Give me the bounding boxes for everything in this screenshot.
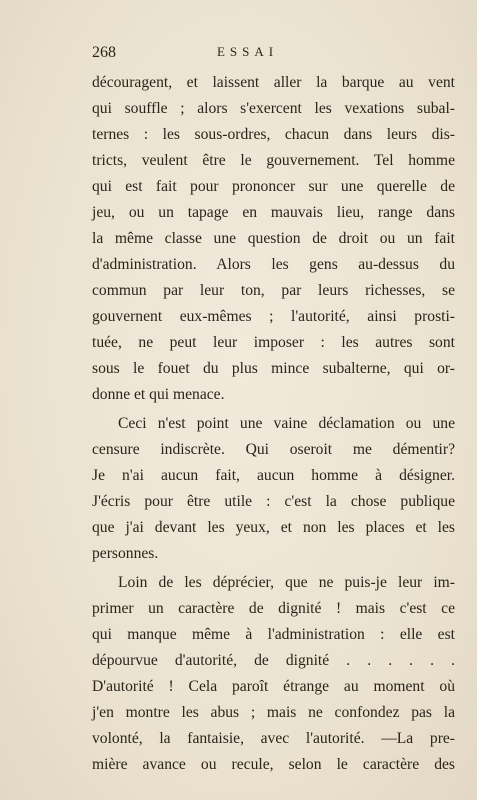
text-line: gouvernent eux-mêmes ; l'autorité, ainsi prosti- bbox=[92, 308, 455, 325]
text-line: d'administration. Alors les gens au-dessus du bbox=[92, 256, 455, 273]
text-line: découragent, et laissent aller la barque au vent bbox=[92, 74, 455, 91]
text-line: personnes. bbox=[92, 545, 159, 562]
text-line: Ceci n'est point une vaine déclamation ou une bbox=[118, 415, 455, 432]
page-header bbox=[0, 44, 477, 64]
text-line: dépourvue d'autorité, de dignité . . . . . . bbox=[92, 652, 455, 669]
text-line: j'en montre les abus ; mais ne confondez pas la bbox=[92, 704, 455, 721]
text-line: donne et qui menace. bbox=[92, 386, 225, 403]
text-line: qui manque même à l'administration : elle est bbox=[92, 626, 455, 643]
running-head: ESSAI bbox=[216, 44, 279, 59]
text-line: qui souffle ; alors s'exercent les vexations subal- bbox=[92, 100, 455, 117]
text-line: primer un caractère de dignité ! mais c'est ce bbox=[92, 600, 455, 617]
text-line: volonté, la fantaisie, avec l'autorité. —La pre- bbox=[92, 730, 455, 747]
text-line: tricts, veulent être le gouvernement. Tel homme bbox=[92, 152, 455, 169]
text-line: sous le fouet du plus mince subalterne, qui or- bbox=[92, 360, 455, 377]
paragraph-2 bbox=[92, 411, 455, 567]
text-line: jeu, ou un tapage en mauvais lieu, range dans bbox=[92, 204, 455, 221]
text-line: que j'ai devant les yeux, et non les places et les bbox=[92, 519, 455, 536]
body-text bbox=[92, 70, 455, 778]
text-line: censure indiscrète. Qui oseroit me démentir? bbox=[92, 441, 455, 458]
text-line: qui est fait pour prononcer sur une querelle de bbox=[92, 178, 455, 195]
text-line: Je n'ai aucun fait, aucun homme à désigner. bbox=[92, 467, 455, 484]
text-line: tuée, ne peut leur imposer : les autres sont bbox=[92, 334, 455, 351]
text-line: mière avance ou recule, selon le caractère des bbox=[92, 756, 455, 773]
text-line: commun par leur ton, par leurs richesses, se bbox=[92, 282, 455, 299]
page-number: 268 bbox=[92, 44, 116, 61]
text-line: la même classe une question de droit ou un fait bbox=[92, 230, 455, 247]
text-line: D'autorité ! Cela paroît étrange au moment où bbox=[92, 678, 455, 695]
text-line: J'écris pour être utile : c'est la chose publique bbox=[92, 493, 455, 510]
text-line: Loin de les déprécier, que ne puis-je leur im- bbox=[118, 574, 455, 591]
paragraph-3 bbox=[92, 570, 455, 778]
text-line: ternes : les sous-ordres, chacun dans leurs dis- bbox=[92, 126, 455, 143]
paragraph-1 bbox=[92, 70, 455, 408]
